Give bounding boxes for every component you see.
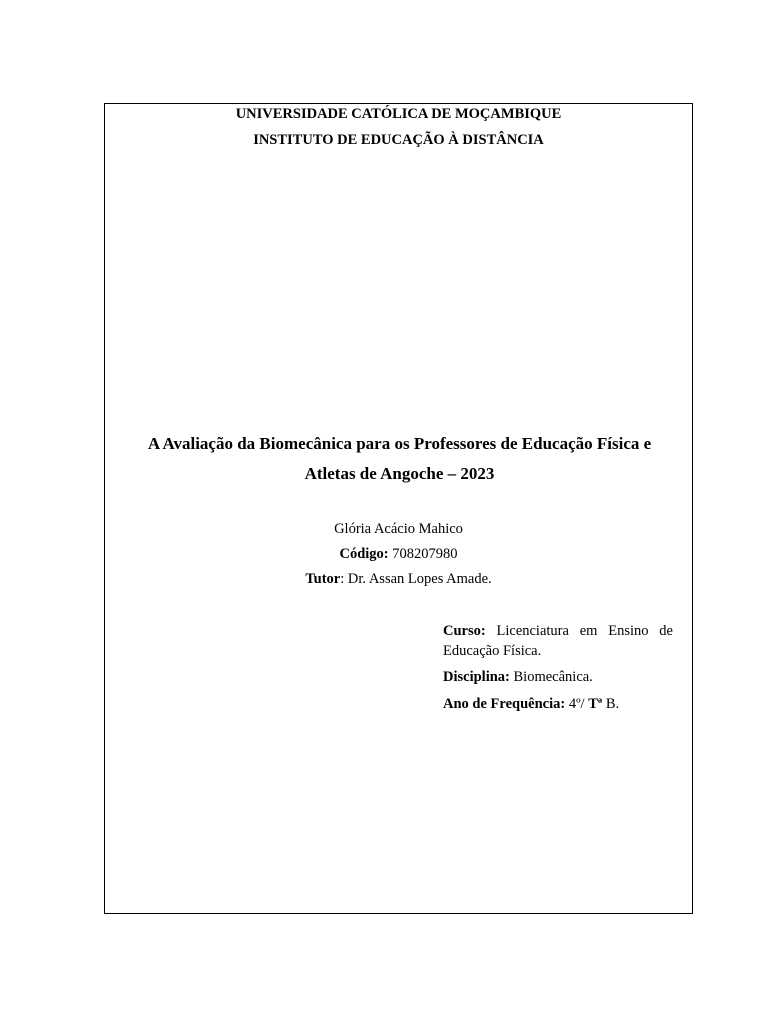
year-value-bold: Tª — [588, 696, 603, 712]
discipline-info — [443, 667, 673, 687]
year-value-suffix: B. — [602, 696, 620, 712]
student-code-label: Código: — [339, 546, 389, 562]
document-title — [125, 429, 674, 489]
tutor — [105, 571, 692, 588]
university-name: UNIVERSIDADE CATÓLICA DE MOÇAMBIQUE — [235, 106, 562, 122]
year-label: Ano de Frequência: — [443, 696, 566, 712]
course-label: Curso: — [443, 623, 486, 639]
document-title-line-2: Atletas de Angoche – 2023 — [304, 464, 495, 483]
course-value: Licenciatura em Ensino de Educação Física. — [443, 623, 673, 659]
course-info — [443, 621, 673, 661]
document-title-line-1: A Avaliação da Biomecânica para os Professores de Educação Física e — [147, 434, 652, 453]
year-value-prefix: 4º/ — [565, 696, 589, 712]
student-code — [105, 546, 692, 563]
student-code-value: 708207980 — [388, 546, 458, 562]
author-name: Glória Acácio Mahico — [334, 521, 463, 537]
cover-page-frame — [104, 103, 693, 914]
discipline-value: Biomecânica. — [509, 669, 593, 685]
tutor-value: : Dr. Assan Lopes Amade. — [340, 571, 492, 587]
institute-name: INSTITUTO DE EDUCAÇÃO À DISTÂNCIA — [253, 132, 544, 148]
tutor-label: Tutor — [305, 571, 341, 587]
discipline-label: Disciplina: — [443, 669, 510, 685]
year-info — [443, 694, 673, 714]
